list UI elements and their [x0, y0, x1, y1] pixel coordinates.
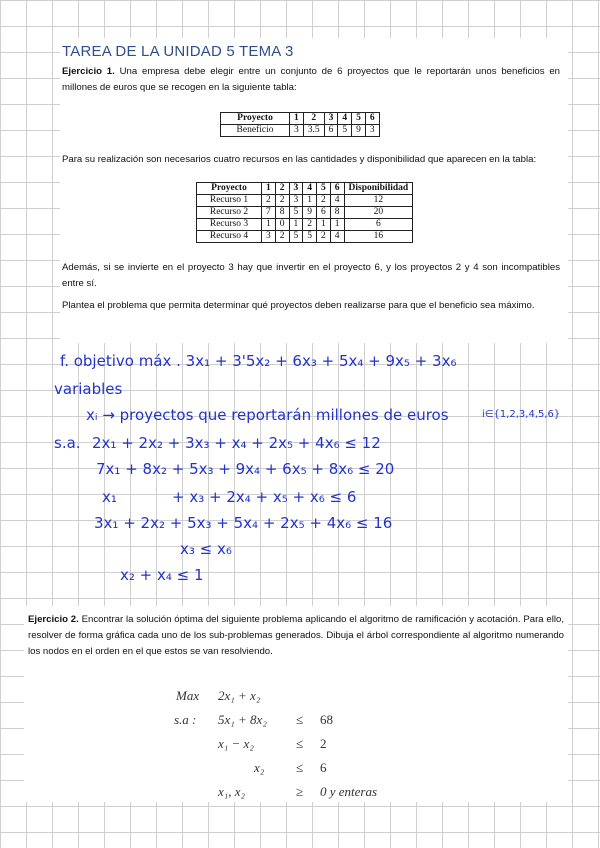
resources-text: Para su realización son necesarios cuatro recursos en las cantidades y disponibilidad que aparecen en la tabla:: [62, 154, 537, 165]
table-row: [197, 231, 413, 243]
table-row: [197, 195, 413, 207]
table-cell: Proyecto: [197, 183, 262, 195]
constraint-3: + x₃ + 2x₄ + x₅ + x₆ ≤ 6: [172, 488, 357, 506]
benefit-table: [220, 112, 380, 137]
constraint-5: x₃ ≤ x₆: [180, 540, 232, 558]
table-cell: 3.5: [303, 125, 324, 137]
resources-table: [196, 182, 413, 243]
table-cell: 2: [317, 195, 331, 207]
row-1-rhs: 68: [320, 712, 333, 727]
constraint-6: x₂ + x₄ ≤ 1: [120, 566, 204, 584]
constraint-note: Además, si se invierte en el proyecto 3 hay que invertir en el proyecto 6, y los proyectos 2 y 4 son incompatibles entre sí.: [62, 262, 560, 289]
table-cell: 1: [262, 183, 276, 195]
row-1-lhs: 5x₁ + 8x₂: [218, 712, 267, 727]
table-cell: 4: [338, 113, 352, 125]
table-cell: 1: [303, 195, 317, 207]
variables-heading: variables: [54, 380, 123, 398]
table-cell: 3: [290, 125, 304, 137]
page-title: TAREA DE LA UNIDAD 5 TEMA 3: [62, 43, 294, 60]
table-cell: 8: [275, 207, 289, 219]
table-row: [221, 113, 380, 125]
table-row: [221, 125, 380, 137]
table-cell: 2: [275, 183, 289, 195]
row-4-op: ≥: [296, 784, 304, 799]
row-4-rhs: 0 y enteras: [320, 784, 378, 799]
st-keyword: s.a :: [174, 712, 197, 727]
objective-expression: 2x₁ + x₂: [218, 688, 261, 703]
table-cell: 8: [330, 207, 344, 219]
table-cell: 12: [344, 195, 413, 207]
row-2-op: ≤: [296, 736, 304, 751]
table-cell: 4: [330, 195, 344, 207]
table-cell: 5: [352, 113, 366, 125]
objective-function: f. objetivo máx . 3x₁ + 3'5x₂ + 6x₃ + 5x₄ + 9x₅ + 3x₆: [60, 352, 457, 370]
table-cell: Recurso 2: [197, 207, 262, 219]
max-keyword: Max: [176, 688, 200, 703]
exercise-1-label: Ejercicio 1.: [62, 66, 115, 77]
table-cell: 5: [338, 125, 352, 137]
table-cell: 1: [290, 113, 304, 125]
table-cell: 3: [365, 125, 379, 137]
table-cell: 5: [289, 231, 303, 243]
constraint-3-x1: x₁: [102, 488, 117, 506]
table-cell: 16: [344, 231, 413, 243]
table-cell: 0: [275, 219, 289, 231]
table-cell: 4: [330, 231, 344, 243]
row-3-lhs: x₂: [254, 760, 265, 775]
table-cell: 2: [303, 219, 317, 231]
row-3-op: ≤: [296, 760, 304, 775]
table-cell: Beneficio: [221, 125, 290, 137]
exercise-1-intro: [62, 64, 560, 96]
exercise-1-text: Una empresa debe elegir entre un conjunto de 6 proyectos que le reportarán unos beneficios en millones de euros que se recogen en la siguiente tabla:: [62, 66, 560, 93]
table-cell: 9: [303, 207, 317, 219]
table-cell: 6: [365, 113, 379, 125]
row-2-lhs: x₁ − x₂: [218, 736, 254, 751]
table-row: [197, 219, 413, 231]
table-cell: 3: [289, 183, 303, 195]
table-cell: 9: [352, 125, 366, 137]
row-4-lhs: x₁, x₂: [218, 784, 246, 799]
row-2-rhs: 2: [320, 736, 327, 751]
table-cell: 6: [330, 183, 344, 195]
table-row: [197, 207, 413, 219]
variable-definition: xᵢ → proyectos que reportarán millones de euros: [86, 406, 449, 424]
constraint-4: 3x₁ + 2x₂ + 5x₃ + 5x₄ + 2x₅ + 4x₆ ≤ 16: [94, 514, 393, 532]
table-cell: Disponibilidad: [344, 183, 413, 195]
table-cell: 4: [303, 183, 317, 195]
table-cell: 6: [324, 125, 338, 137]
table-cell: 1: [317, 219, 331, 231]
table-cell: Recurso 3: [197, 219, 262, 231]
constraint-2: 7x₁ + 8x₂ + 5x₃ + 9x₄ + 6x₅ + 8x₆ ≤ 20: [96, 460, 395, 478]
table-cell: 1: [262, 219, 276, 231]
exercise-2-text: Encontrar la solución óptima del siguiente problema aplicando el algoritmo de ramificación y acotación. Para ello, resolver de forma gráfica cada uno de los sub-problemas generados. Dibuja el árbol correspondiente al algoritmo numerando los nodos en el orden en el que estos se van resolviendo.: [28, 614, 564, 657]
table-cell: 20: [344, 207, 413, 219]
constraint-1: 2x₁ + 2x₂ + 3x₃ + x₄ + 2x₅ + 4x₆ ≤ 12: [92, 434, 381, 452]
table-cell: 2: [275, 195, 289, 207]
table-cell: 2: [303, 113, 324, 125]
table-cell: 5: [303, 231, 317, 243]
table-cell: 1: [289, 219, 303, 231]
table-cell: 5: [289, 207, 303, 219]
index-set: i∈{1,2,3,4,5,6}: [482, 409, 561, 420]
table-cell: 6: [317, 207, 331, 219]
table-cell: Recurso 1: [197, 195, 262, 207]
table-cell: 3: [262, 231, 276, 243]
table-cell: Recurso 4: [197, 231, 262, 243]
table-cell: 2: [275, 231, 289, 243]
table-cell: 6: [344, 219, 413, 231]
exercise-2-label: Ejercicio 2.: [28, 614, 79, 625]
row-3-rhs: 6: [320, 760, 327, 775]
subject-to-label: s.a.: [54, 434, 81, 452]
table-cell: 5: [317, 183, 331, 195]
table-row: [197, 183, 413, 195]
table-cell: 7: [262, 207, 276, 219]
row-1-op: ≤: [296, 712, 304, 727]
table-cell: Proyecto: [221, 113, 290, 125]
table-cell: 1: [330, 219, 344, 231]
table-cell: 3: [289, 195, 303, 207]
exercise-1-question: Plantea el problema que permita determinar qué proyectos deben realizarse para que el beneficio sea máximo.: [62, 300, 535, 311]
table-cell: 3: [324, 113, 338, 125]
exercise-2-text-block: [28, 612, 564, 660]
table-cell: 2: [262, 195, 276, 207]
table-cell: 2: [317, 231, 331, 243]
